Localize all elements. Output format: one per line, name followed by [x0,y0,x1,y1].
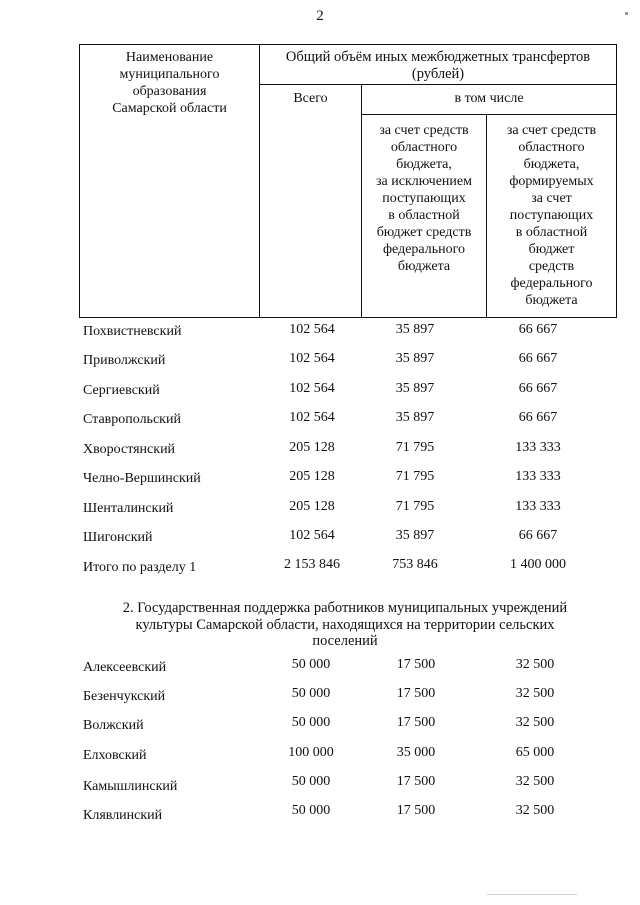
table-row [0,322,640,342]
total-row [0,557,640,577]
row-name: Приволжский [83,353,166,368]
row-total: 50 000 [291,657,331,672]
row-name: Челно-Вершинский [83,471,201,486]
row-federal: 66 667 [518,528,558,543]
row-federal: 133 333 [515,440,561,455]
row-federal: 65 000 [515,745,555,760]
row-federal: 133 333 [515,469,561,484]
table-row [0,469,640,489]
row-regional: 17 500 [396,774,436,789]
row-regional: 17 500 [396,803,436,818]
row-name: Хворостянский [83,442,176,457]
row-federal: 32 500 [515,803,555,818]
table-row [0,745,640,765]
row-total: 50 000 [291,686,331,701]
row-total: 205 128 [289,440,335,455]
row-federal: 1 400 000 [510,557,566,572]
header-divider-name [259,44,260,318]
table-row [0,381,640,401]
row-regional: 17 500 [396,715,436,730]
row-regional: 71 795 [395,469,435,484]
row-federal: 66 667 [518,381,558,396]
header-col-federal: за счет средств областного бюджета, формируемых за счет поступающих в областной бюджет средств федерального бюджета [506,123,597,308]
header-group-divider [259,84,617,85]
table-row [0,410,640,430]
row-total: 102 564 [289,410,335,425]
header-col-all: Всего [293,91,328,106]
row-total: 102 564 [289,351,335,366]
row-regional: 35 897 [395,351,435,366]
row-federal: 32 500 [515,686,555,701]
header-bottom-border [79,317,617,318]
table-row [0,351,640,371]
header-col-including: в том числе [454,91,524,106]
scan-artifact [625,12,628,15]
table-row [0,774,640,794]
table-row [0,803,640,823]
row-name: Итого по разделу 1 [83,560,197,575]
header-right-border [616,44,617,318]
row-total: 102 564 [289,528,335,543]
row-total: 102 564 [289,381,335,396]
row-name: Ставропольский [83,412,181,427]
row-regional: 71 795 [395,499,435,514]
table-row [0,440,640,460]
row-name: Шигонский [83,530,153,545]
row-total: 50 000 [291,715,331,730]
row-federal: 32 500 [515,657,555,672]
section2-title: 2. Государственная поддержка работников муниципальных учреждений культуры Самарской области, находящихся на территории сельских поселений [122,600,568,649]
table-row [0,686,640,706]
row-name: Клявлинский [83,808,163,823]
row-name: Волжский [83,718,144,733]
header-including-divider [361,114,617,115]
header-col-regional: за счет средств областного бюджета, за исключением поступающих в областной бюджет средств федерального бюджета [376,123,472,274]
row-regional: 17 500 [396,657,436,672]
row-federal: 32 500 [515,774,555,789]
row-regional: 71 795 [395,440,435,455]
row-total: 102 564 [289,322,335,337]
row-federal: 32 500 [515,715,555,730]
row-total: 50 000 [291,774,331,789]
row-federal: 66 667 [518,322,558,337]
row-federal: 66 667 [518,410,558,425]
scan-artifact [487,894,577,895]
row-total: 2 153 846 [284,557,340,572]
row-regional: 35 897 [395,322,435,337]
row-name: Алексеевский [83,660,167,675]
row-regional: 35 000 [396,745,436,760]
page-number: 2 [316,8,324,24]
row-regional: 17 500 [396,686,436,701]
row-regional: 35 897 [395,381,435,396]
row-regional: 753 846 [392,557,438,572]
row-name: Сергиевский [83,383,160,398]
header-top-border [79,44,617,45]
row-total: 100 000 [288,745,334,760]
row-total: 205 128 [289,499,335,514]
table-row [0,715,640,735]
header-col-name: Наименование муниципального образования Самарской области [112,50,227,116]
row-name: Елховский [83,748,147,763]
row-name: Похвистневский [83,324,182,339]
row-name: Камышлинский [83,779,178,794]
row-name: Шенталинский [83,501,174,516]
row-federal: 133 333 [515,499,561,514]
row-total: 205 128 [289,469,335,484]
table-row [0,657,640,677]
row-federal: 66 667 [518,351,558,366]
row-regional: 35 897 [395,528,435,543]
table-row [0,499,640,519]
header-col-total-group: Общий объём иных межбюджетных трансфертов (рублей) [285,49,591,82]
row-name: Безенчукский [83,689,166,704]
table-row [0,528,640,548]
row-regional: 35 897 [395,410,435,425]
row-total: 50 000 [291,803,331,818]
